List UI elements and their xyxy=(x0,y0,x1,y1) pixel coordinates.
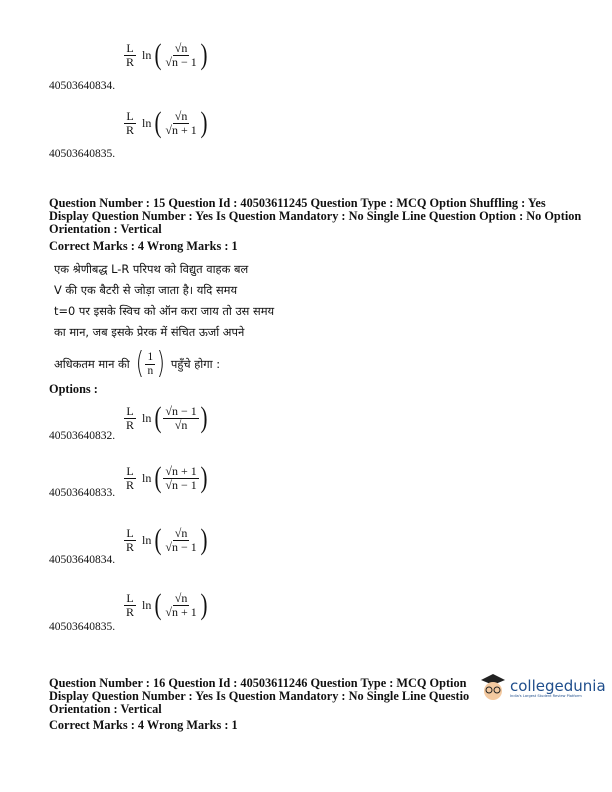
denominator: √n xyxy=(174,417,188,432)
log-argument xyxy=(163,592,198,619)
question-text-line: V की एक बैटरी से जोड़ा जाता है। यदि समय xyxy=(54,283,238,297)
option-id: 40503640834. xyxy=(49,554,116,566)
question-text-fragment: अधिकतम मान की xyxy=(54,356,130,371)
numerator: L xyxy=(126,463,134,478)
option-id: 40503640833. xyxy=(49,487,116,499)
ln-label: ln xyxy=(142,47,152,62)
question-15-meta-line1: Question Number : 15 Question Id : 40503611245 Question Type : MCQ Option Shuffling : Yes xyxy=(49,196,546,210)
log-argument xyxy=(163,405,198,432)
numerator: L xyxy=(126,590,134,605)
brand-name: collegedunia xyxy=(510,677,606,695)
log-argument xyxy=(163,465,198,492)
question-text-last-line xyxy=(54,346,274,381)
numerator: L xyxy=(126,403,134,418)
paren: ( xyxy=(154,461,162,494)
paren: ( xyxy=(154,523,162,556)
numerator: √n xyxy=(174,590,188,605)
question-text-fragment: पहुँचे होगा : xyxy=(170,356,221,371)
paren: ( xyxy=(154,106,162,139)
question-16-meta-line1: Question Number : 16 Question Id : 40503611246 Question Type : MCQ Option xyxy=(49,676,467,690)
log-argument xyxy=(163,42,198,69)
log-argument xyxy=(163,527,198,554)
denominator: √n + 1 xyxy=(165,604,197,619)
paren: ) xyxy=(200,523,208,556)
mascot-logo-icon xyxy=(477,672,507,704)
numerator: 1 xyxy=(147,350,154,363)
collegedunia-watermark xyxy=(477,672,606,704)
paren: ) xyxy=(156,346,166,381)
denominator: √n − 1 xyxy=(165,539,197,554)
fraction-one-over-n xyxy=(145,351,155,378)
question-15-meta-line2: Display Question Number : Yes Is Question Mandatory : No Single Line Question Option : No Option xyxy=(49,209,582,223)
l-over-r xyxy=(124,527,136,554)
l-over-r xyxy=(124,465,136,492)
question-text-line: का मान, जब इसके प्रेरक में संचित ऊर्जा अपने xyxy=(54,325,245,339)
numerator: √n xyxy=(174,40,188,55)
option-id: 40503640835. xyxy=(49,148,116,160)
option-formula xyxy=(124,403,209,433)
question-text-line: t=0 पर इसके स्विच को ऑन करा जाय तो उस समय xyxy=(54,304,275,318)
numerator: √n − 1 xyxy=(165,403,197,418)
question-16-marks: Correct Marks : 4 Wrong Marks : 1 xyxy=(49,718,238,732)
denominator: n xyxy=(147,364,154,377)
paren: ( xyxy=(135,346,144,381)
l-over-r xyxy=(124,592,136,619)
numerator: √n xyxy=(174,108,188,123)
ln-label: ln xyxy=(142,532,152,547)
option-id: 40503640835. xyxy=(49,621,116,633)
paren: ) xyxy=(200,461,208,494)
denominator: R xyxy=(126,122,135,137)
paren: ( xyxy=(154,38,162,71)
ln-label: ln xyxy=(142,470,152,485)
paren: ) xyxy=(200,38,208,71)
denominator: R xyxy=(126,539,135,554)
numerator: √n xyxy=(174,525,188,540)
denominator: R xyxy=(126,604,135,619)
log-argument xyxy=(163,110,198,137)
paren: ) xyxy=(200,106,208,139)
denominator: R xyxy=(126,54,135,69)
paren: ) xyxy=(200,588,208,621)
numerator: L xyxy=(126,525,134,540)
question-16-meta-line3: Orientation : Vertical xyxy=(49,702,162,716)
option-formula xyxy=(124,463,209,493)
option-id: 40503640832. xyxy=(49,430,116,442)
ln-label: ln xyxy=(142,410,152,425)
l-over-r xyxy=(124,405,136,432)
question-text-line: एक श्रेणीबद्ध L-R परिपथ को विद्युत वाहक बल xyxy=(54,262,249,276)
ln-label: ln xyxy=(142,597,152,612)
option-formula xyxy=(124,590,209,620)
denominator: √n − 1 xyxy=(165,477,197,492)
question-15-marks: Correct Marks : 4 Wrong Marks : 1 xyxy=(49,239,238,253)
paren: ( xyxy=(154,401,162,434)
option-formula xyxy=(124,525,209,555)
denominator: R xyxy=(126,477,135,492)
denominator: √n − 1 xyxy=(165,54,197,69)
numerator: L xyxy=(126,40,134,55)
l-over-r xyxy=(124,42,136,69)
options-label: Options : xyxy=(49,382,98,396)
option-formula xyxy=(124,108,209,138)
question-15-meta-line3: Orientation : Vertical xyxy=(49,222,162,236)
numerator: L xyxy=(126,108,134,123)
l-over-r xyxy=(124,110,136,137)
paren: ( xyxy=(154,588,162,621)
numerator: √n + 1 xyxy=(165,463,197,478)
question-16-meta-line2: Display Question Number : Yes Is Question Mandatory : No Single Line Questio xyxy=(49,689,470,703)
option-id: 40503640834. xyxy=(49,80,116,92)
ln-label: ln xyxy=(142,115,152,130)
denominator: R xyxy=(126,417,135,432)
denominator: √n + 1 xyxy=(165,122,197,137)
paren: ) xyxy=(200,401,208,434)
option-formula xyxy=(124,40,209,70)
brand-tagline: India's Largest Student Review Platform xyxy=(510,694,582,698)
question-15-text xyxy=(54,259,274,379)
